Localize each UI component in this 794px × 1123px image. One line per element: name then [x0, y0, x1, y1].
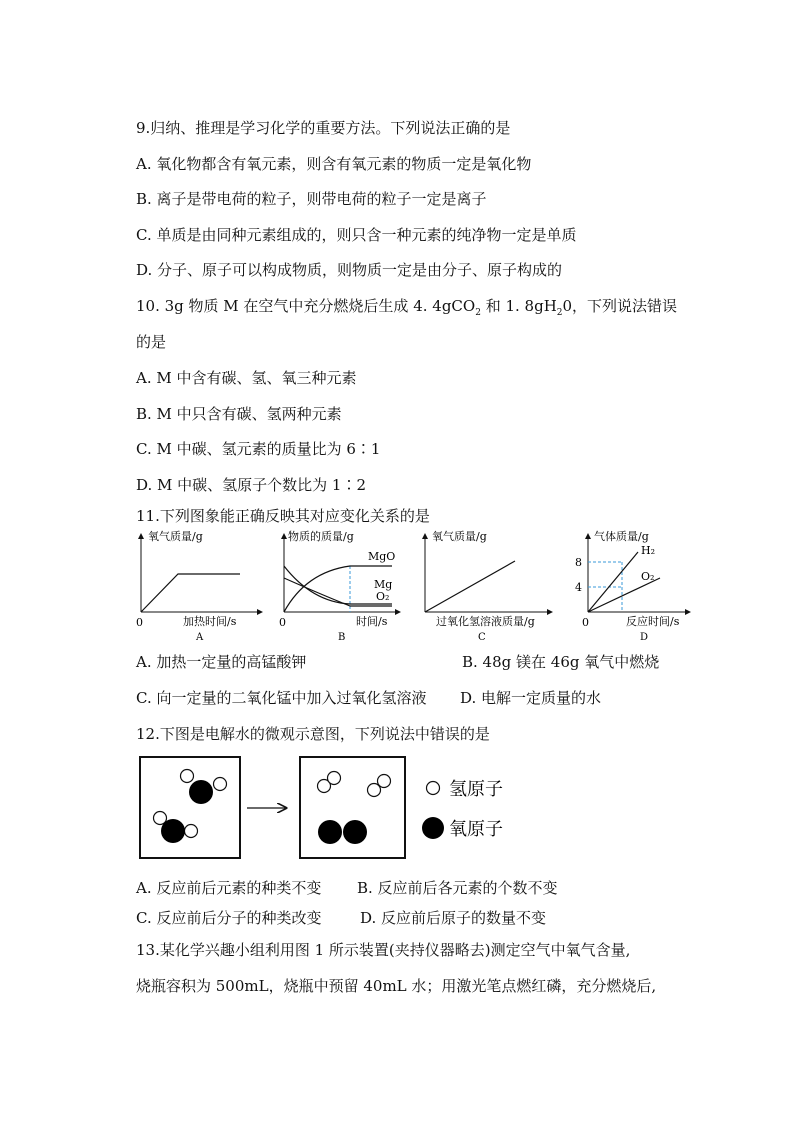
legend-oxygen-label: 氧原子 — [449, 819, 503, 840]
q11-option-d: D. 电解一定质量的水 — [460, 689, 602, 707]
q11-graphs — [0, 528, 794, 648]
q10-sub2: 2 — [556, 308, 563, 318]
q10-option-c: C. M 中碳、氢元素的质量比为 6∶1 — [136, 440, 381, 458]
hydrogen-molecule-1 — [318, 772, 341, 793]
q11-option-c: C. 向一定量的二氧化锰中加入过氧化氢溶液 — [136, 689, 427, 707]
graph-a-origin: 0 — [136, 616, 143, 629]
q12-option-d: D. 反应前后原子的数量不变 — [360, 909, 547, 927]
graph-d — [575, 529, 690, 643]
graph-d-letter: D — [640, 632, 649, 643]
graph-b-origin: 0 — [279, 616, 286, 629]
legend-hydrogen — [427, 779, 504, 800]
graph-a-xlabel: 加热时间/s — [183, 615, 237, 628]
water-molecule-1 — [181, 770, 227, 805]
graph-a-ylabel: 氧气质量/g — [148, 530, 203, 543]
q13-line-2: 烧瓶容积为 500mL，烧瓶中预留 40mL 水；用激光笔点燃红磷，充分燃烧后, — [136, 977, 657, 995]
graph-d-ylabel: 气体质量/g — [594, 530, 649, 543]
graph-d-o2-line — [588, 578, 660, 612]
q9-option-c: C. 单质是由同种元素组成的，则只含一种元素的纯净物一定是单质 — [136, 226, 577, 244]
graph-c-xlabel: 过氧化氢溶液质量/g — [436, 615, 535, 628]
q10-stem-pre: 10. 3g 物质 M 在空气中充分燃烧后生成 4. 4gCO — [136, 297, 476, 315]
graph-b-label-mg: Mg — [374, 578, 393, 591]
graph-c-curve — [425, 561, 515, 612]
graph-b-label-mgo: MgO — [368, 550, 396, 563]
graph-a-curve — [141, 574, 240, 612]
q10-option-d: D. M 中碳、氢原子个数比为 1∶2 — [136, 476, 367, 494]
legend-oxygen — [422, 817, 503, 840]
q10-sub1: 2 — [475, 308, 481, 318]
q10-stem-mid: 和 1. 8gH — [480, 297, 557, 315]
oxygen-molecule — [318, 820, 367, 844]
q9-option-b: B. 离子是带电荷的粒子，则带电荷的粒子一定是离子 — [136, 190, 487, 208]
q11-option-a: A. 加热一定量的高锰酸钾 — [136, 653, 307, 671]
graph-d-tick-8: 8 — [575, 556, 582, 569]
hydrogen-molecule-2 — [368, 775, 391, 797]
q12-diagram — [0, 752, 794, 864]
graph-b-letter: B — [338, 632, 346, 643]
water-molecule-2 — [154, 812, 198, 844]
graph-c-ylabel: 氧气质量/g — [432, 530, 487, 543]
q12-option-b: B. 反应前后各元素的个数不变 — [357, 879, 558, 897]
graph-d-h2-line — [588, 552, 638, 612]
q10-option-a: A. M 中含有碳、氢、氧三种元素 — [136, 369, 357, 387]
graph-d-origin: 0 — [582, 616, 589, 629]
q11-option-b: B. 48g 镁在 46g 氧气中燃烧 — [462, 653, 660, 671]
graph-c — [425, 529, 552, 643]
graph-d-label-o2: O₂ — [641, 570, 655, 583]
graph-a — [136, 529, 262, 643]
graph-c-letter: C — [478, 632, 486, 643]
q10-stem-2: 的是 — [136, 333, 167, 351]
graph-a-letter: A — [196, 632, 204, 643]
q12-option-a: A. 反应前后元素的种类不变 — [136, 879, 322, 897]
q10-option-b: B. M 中只含有碳、氢两种元素 — [136, 405, 342, 423]
q9-stem: 9.归纳、推理是学习化学的重要方法。下列说法正确的是 — [136, 119, 511, 137]
graph-b-ylabel: 物质的质量/g — [288, 530, 354, 543]
q11-stem: 11.下列图象能正确反映其对应变化关系的是 — [136, 507, 430, 525]
q10-stem-post: 0，下列说法错误 — [562, 297, 678, 315]
graph-b — [279, 529, 400, 643]
q9-option-a: A. 氧化物都含有氧元素，则含有氧元素的物质一定是氧化物 — [136, 155, 532, 173]
q13-line-1: 13.某化学兴趣小组利用图 1 所示装置(夹持仪器略去)测定空气中氧气含量, — [136, 941, 631, 959]
q10-stem — [136, 296, 677, 323]
graph-b-label-o2: O₂ — [376, 590, 390, 603]
q12-option-c: C. 反应前后分子的种类改变 — [136, 909, 322, 927]
legend-hydrogen-label: 氢原子 — [449, 779, 503, 800]
graph-b-xlabel: 时间/s — [356, 615, 388, 628]
q9-option-d: D. 分子、原子可以构成物质，则物质一定是由分子、原子构成的 — [136, 261, 563, 279]
q12-stem: 12.下图是电解水的微观示意图，下列说法中错误的是 — [136, 725, 490, 743]
graph-d-tick-4: 4 — [575, 581, 582, 594]
graph-d-label-h2: H₂ — [641, 544, 656, 557]
graph-d-xlabel: 反应时间/s — [626, 615, 680, 628]
